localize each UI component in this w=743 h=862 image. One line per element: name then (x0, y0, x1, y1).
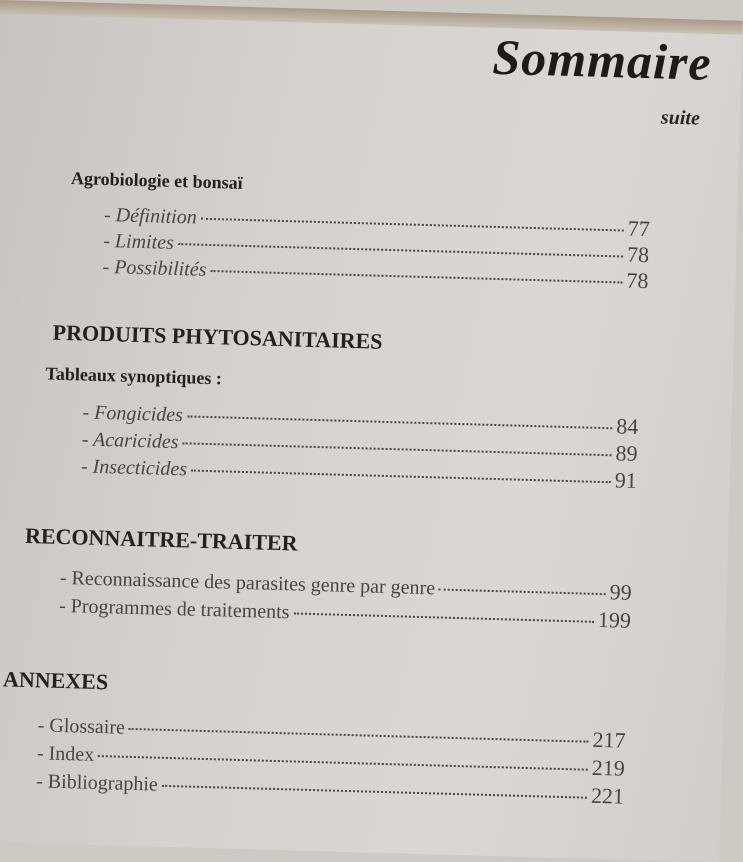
section-title-agrobiologie: Agrobiologie et bonsaï (70, 168, 243, 193)
toc-entry-page: 221 (590, 782, 625, 809)
toc-entry-label: - Index (36, 742, 95, 766)
leader-dots (178, 243, 623, 257)
toc-entry-page: 219 (591, 754, 626, 781)
leader-dots (187, 415, 612, 429)
section-title-annexes: ANNEXES (2, 666, 109, 695)
toc-entry-page: 84 (616, 413, 639, 439)
toc-entry-label: - Bibliographie (35, 770, 159, 796)
leader-dots (129, 728, 589, 743)
leader-dots (98, 755, 588, 771)
toc-entry-page: 99 (609, 579, 633, 605)
leader-dots (201, 218, 624, 232)
section-title-reconnaitre: RECONNAITRE-TRAITER (24, 522, 298, 556)
leader-dots (210, 270, 622, 284)
toc-entry-page: 199 (597, 606, 632, 633)
subsection-title-tableaux: Tableaux synoptiques : (45, 363, 223, 389)
page-subtitle: suite (660, 106, 701, 130)
toc-entry-label: - Programmes de traitements (58, 594, 290, 624)
toc-entry-label: - Définition (103, 203, 198, 229)
toc-entry-label: - Possibilités (102, 255, 207, 281)
page-title: Sommaire (491, 28, 713, 91)
toc-entry-page: 91 (614, 467, 638, 493)
toc-entry-page: 78 (626, 267, 649, 294)
toc-entry-label: - Reconnaissance des parasites genre par genre (59, 566, 436, 600)
toc-entry-label: - Glossaire (37, 714, 126, 739)
leader-dots (439, 588, 606, 595)
toc-entry-page: 217 (592, 726, 626, 753)
leader-dots (191, 470, 611, 484)
toc-entry-label: - Limites (103, 229, 175, 254)
toc-entry-page: 78 (626, 241, 650, 268)
toc-entry-label: - Acaricides (81, 428, 179, 454)
toc-entry-label: - Fongicides (82, 401, 184, 427)
toc-entry-page: 77 (627, 215, 651, 242)
toc-entry-label: - Insecticides (80, 455, 188, 481)
leader-dots (182, 442, 611, 456)
leader-dots (293, 612, 593, 622)
page-top-edge (0, 0, 743, 35)
section-title-produits: PRODUITS PHYTOSANITAIRES (52, 319, 383, 354)
leader-dots (162, 785, 587, 799)
toc-entry-page: 89 (615, 440, 638, 466)
